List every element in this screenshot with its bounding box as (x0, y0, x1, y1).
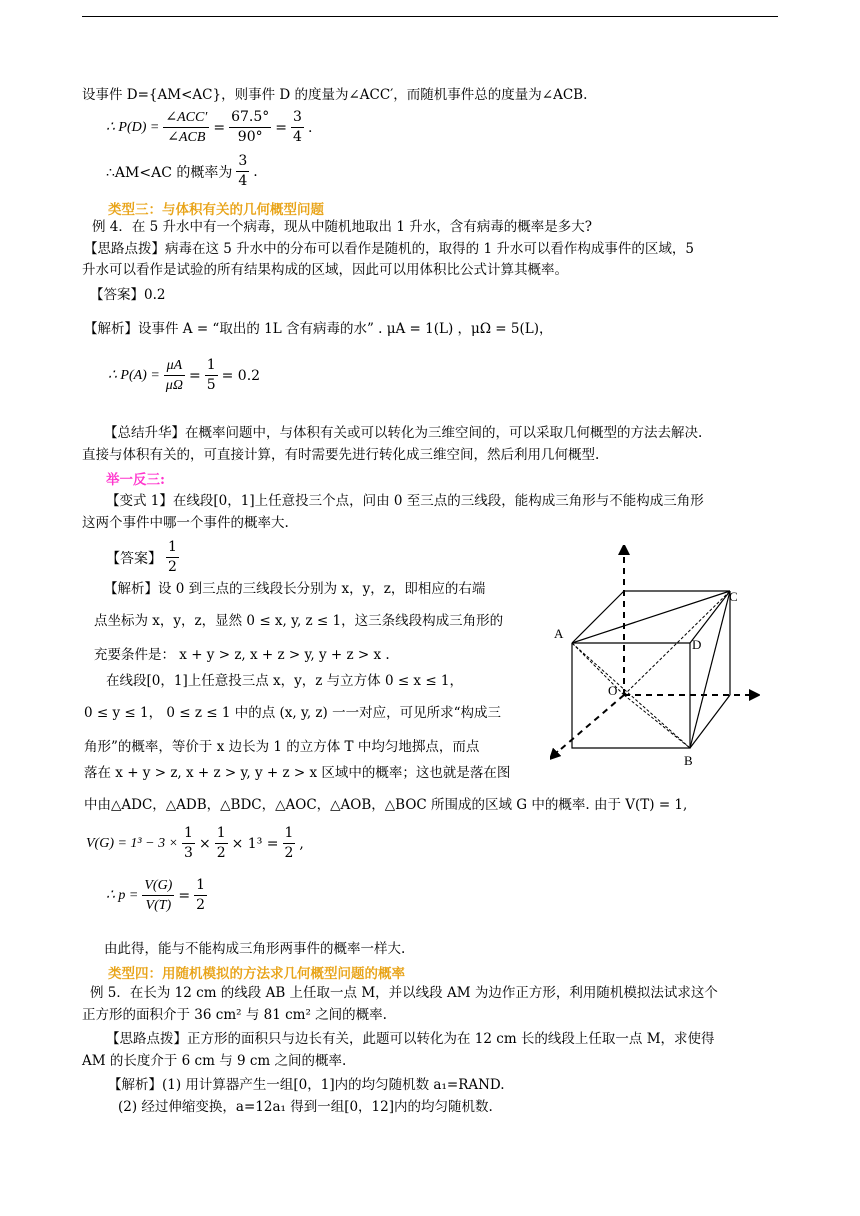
summary-4: 【总结升华】在概率问题中，与体积有关或可以转化为三维空间的，可以采取几何概型的方法去解决. (104, 425, 703, 441)
label-a: A (554, 626, 564, 641)
text-line: 设事件 D={AM<AC}，则事件 D 的度量为∠ACC′，而随机事件总的度量为∠ACB. (82, 87, 588, 103)
header-rule (82, 16, 778, 17)
variant-1-cont: 这两个事件中哪一个事件的概率大. (82, 515, 289, 531)
label-c: C (729, 589, 738, 604)
solution-v1-line1: 【解析】设 0 到三点的三线段长分别为 x，y，z，即相应的右端 (104, 581, 486, 597)
answer-variant-1: 【答案】 $\frac{1}{2}$ (106, 539, 177, 575)
solution-v1-line7: 落在 x + y > z, x + z > y, y + z > x 区域中的概率；这也就是落在图 (84, 765, 511, 781)
hint-4-cont: 升水可以看作是试验的所有结果构成的区域，因此可以用体积比公式计算其概率。 (82, 262, 568, 278)
answer-4: 【答案】0.2 (90, 287, 166, 303)
label-o: O (608, 683, 618, 698)
hint-5: 【思路点拨】正方形的面积只与边长有关，此题可以转化为在 12 cm 长的线段上任取一点 M，求使得 (106, 1031, 715, 1047)
example-4: 例 4．在 5 升水中有一个病毒，现从中随机地取出 1 升水，含有病毒的概率是多大? (92, 219, 592, 235)
x-axis (554, 695, 624, 755)
solution-5-step1: 【解析】(1) 用计算器产生一组[0，1]内的均匀随机数 a₁=RAND. (108, 1077, 505, 1093)
cube-figure (550, 545, 760, 767)
solution-5-step2: (2) 经过伸缩变换，a=12a₁ 得到一组[0，12]内的均匀随机数. (118, 1099, 493, 1115)
variant-1: 【变式 1】在线段[0，1]上任意投三个点，问由 0 至三点的三线段，能构成三角形与不能构成三角形 (106, 493, 704, 509)
practice-title: 举一反三: (106, 472, 165, 488)
hint-5-cont: AM 的长度介于 6 cm 与 9 cm 之间的概率. (82, 1053, 347, 1069)
solution-v1-line2: 点坐标为 x，y，z，显然 0 ≤ x, y, z ≤ 1，这三条线段构成三角形的 (94, 613, 504, 629)
equation-p: ∴ p = $\frac{V(G)}{V(T)}$ = $\frac{1}{2}$ (106, 877, 206, 913)
equation-probability: ∴AM<AC 的概率为 $\frac{3}{4}$ . (106, 153, 258, 189)
summary-4-cont: 直接与体积有关的，可直接计算，有时需要先进行转化成三维空间，然后利用几何概型. (82, 447, 600, 463)
equation-vg: V(G) = 1³ − 3 × $\frac{1}{3}$ × $\frac{1}{2}$ × 1³ = $\frac{1}{2}$ , (86, 825, 304, 861)
solution-4: 【解析】设事件 A = “取出的 1L 含有病毒的水” . μA = 1(L) ，μΩ = 5(L)， (84, 321, 553, 337)
solution-v1-line3: 充要条件是： x + y > z, x + z > y, y + z > x . (94, 647, 390, 663)
example-5: 例 5．在长为 12 cm 的线段 AB 上任取一点 M，并以线段 AM 为边作正方形，利用随机模拟法试求这个 (90, 985, 718, 1001)
equation-pd: ∴ P(D) = $\frac{\text{∠ACC′}}{\text{∠ACB}}$ = $\frac{67.5^\circ}{90^\circ}$ = $\frac{3}{4}$ . (106, 109, 313, 145)
section-title-3: 类型三：与体积有关的几何概型问题 (108, 202, 324, 218)
label-d: D (692, 637, 702, 652)
example-5-cont: 正方形的面积介于 36 cm² 与 81 cm² 之间的概率. (82, 1007, 387, 1023)
solution-v1-line8: 中由△ADC，△ADB，△BDC，△AOC，△AOB，△BOC 所围成的区域 G 中的概率. 由于 V(T) = 1, (84, 797, 688, 813)
label-b: B (684, 753, 693, 767)
equation-pa: ∴ P(A) = $\frac{\mu A}{\mu\Omega}$ = $\frac{1}{5}$ = 0.2 (108, 357, 261, 393)
section-title-4: 类型四：用随机模拟的方法求几何概型问题的概率 (108, 966, 405, 982)
solution-v1-line6: 角形”的概率，等价于 x 边长为 1 的立方体 T 中均匀地掷点，而点 (84, 739, 480, 755)
conclusion: 由此得，能与不能构成三角形两事件的概率一样大. (104, 941, 406, 957)
solution-v1-line5: 0 ≤ y ≤ 1， 0 ≤ z ≤ 1 中的点 (x, y, z) 一一对应，可见所求“构成三 (84, 705, 501, 721)
solution-v1-line4: 在线段[0，1]上任意投三点 x，y，z 与立方体 0 ≤ x ≤ 1， (106, 673, 464, 689)
hint-4: 【思路点拨】病毒在这 5 升水中的分布可以看作是随机的，取得的 1 升水可以看作构成事件的区域，5 (84, 241, 694, 257)
